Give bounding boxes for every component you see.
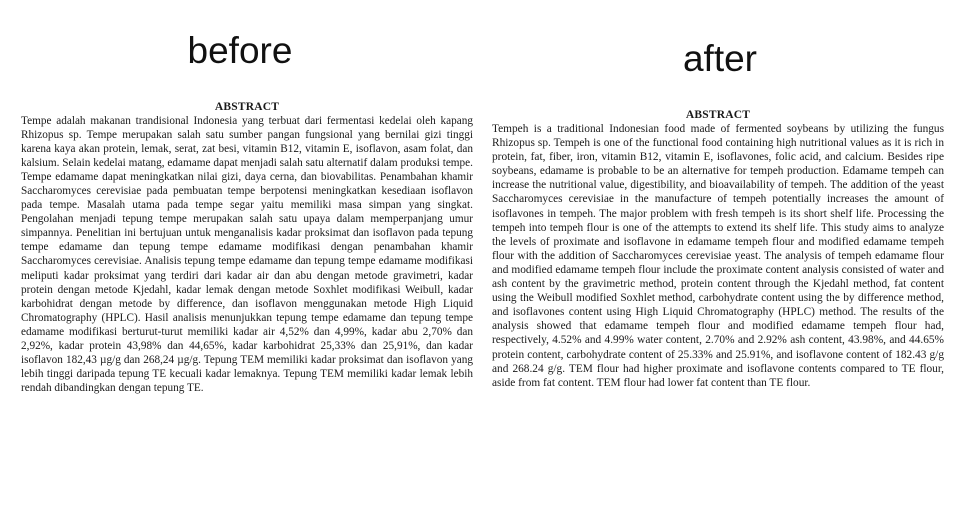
after-heading: after [682, 38, 758, 79]
before-abstract-body: Tempe adalah makanan trandisional Indonesia yang terbuat dari fermentasi kedelai oleh kapang Rhizopus sp. Tempe merupakan salah satu sumber pangan fungsional yang bernilai gizi tinggi karena kaya akan protein, lemak, serat, zat besi, vitamin B12, vitamin E, isoflavon, asam folat, dan kalsium. Selain kedelai matang, edamame dapat menjadi salah satu alternatif dalam produksi tempe. Tempe edamame dapat meningkatkan nilai gizi, daya cerna, dan biovabilitas. Penambahan khamir Saccharomyces cerevisiae pada pembuatan tempe berpotensi meningkatkan kesediaan isoflavon pada tempe. Masalah utama pada tempe segar yaitu memiliki masa simpan yang singkat. Pengolahan menjadi tepung tempe merupakan salah satu upaya dalam memperpanjang umur simpannya. Penelitian ini bertujuan untuk menganalisis kadar proksimat dan isoflavon pada tepung tempe edamame dan tepung tempe edamame modifikasi dengan penambahan khamir Saccharomyces cerevisiae. Analisis tepung tempe edamame dan tepung tempe edamame modifikasi meliputi kadar proksimat yang terdiri dari kadar air dan abu dengan metode gravimetri, kadar protein dengan metode Kjedahl, kadar lemak dengan metode Soxhlet modifikasi Weibull, kadar karbohidrat dengan metode by difference, dan isoflavon menggunakan metode High Liquid Chromatography (HPLC). Hasil analisis menunjukkan tepung tempe edamame dan tepung tempe edamame modifikasi berturut-turut memiliki kadar air 4,52% dan 4,99%, kadar abu 2,70% dan 2,92%, kadar protein 43,98% dan 44,65%, kadar karbohidrat 25,33% dan 25,91%, dan kadar isoflavon 182,43 µg/g dan 268,24 µg/g. Tepung TEM memiliki kadar proksimat dan isoflavon yang lebih tinggi daripada tepung TE kecuali kadar lemaknya. Tepung TEM memiliki kadar lemak lebih rendah dibandingkan dengan tepung TE. [21, 115, 473, 394]
before-heading: before [187, 30, 293, 71]
before-document [21, 101, 473, 395]
before-abstract-title: ABSTRACT [214, 101, 280, 113]
after-abstract-title: ABSTRACT [685, 109, 751, 121]
after-document [492, 109, 944, 390]
after-abstract-body: Tempeh is a traditional Indonesian food made of fermented soybeans by utilizing the fungus Rhizopus sp. Tempeh is one of the functional food containing high nutritional values as it is rich in protein, fat, fiber, iron, vitamin B12, vitamin E, isoflavones, folic acid, and calcium. Besides ripe soybeans, edamame is probable to be an alternative for tempeh production. Edamame tempeh can increase the nutritional value, digestibility, and bioavailability of tempeh. The addition of the yeast Saccharomyces cerevisiae in the manufacture of tempeh potentially increases the amount of isoflavones in tempeh. The major problem with fresh tempeh is its short shelf life. Processing the tempeh into tempeh flour is one of the attempts to extend its shelf life. This study aims to analyze the levels of proximate and isoflavone in edamame tempeh flour and modified edamame tempeh flour with the addition of Saccharomyces cerevisiae yeast. The analysis of tempeh edamame flour and modified edamame tempeh flour include the proximate content analysis consisted of water and ash content by the gravimetric method, protein content through the Kjedahl method, fat content using the Weibull modified Soxhlet method, carbohydrate content using the by difference method, and isoflavones content using High Liquid Chromatography (HPLC) method. The results of the analysis showed that edamame tempeh flour and modified edamame tempeh flour had, respectively, 4.52% and 4.99% water content, 2.70% and 2.92% ash content, 43.98%, and 44.65% protein content, carbohydrate content of 25.33% and 25.91%, and isoflavone content of 182.43 g/g and 268.24 g/g. TEM flour had higher proximate and isoflavone contents compared to TE flour, aside from fat content. TEM flour had lower fat content than TE flour. [492, 123, 944, 389]
